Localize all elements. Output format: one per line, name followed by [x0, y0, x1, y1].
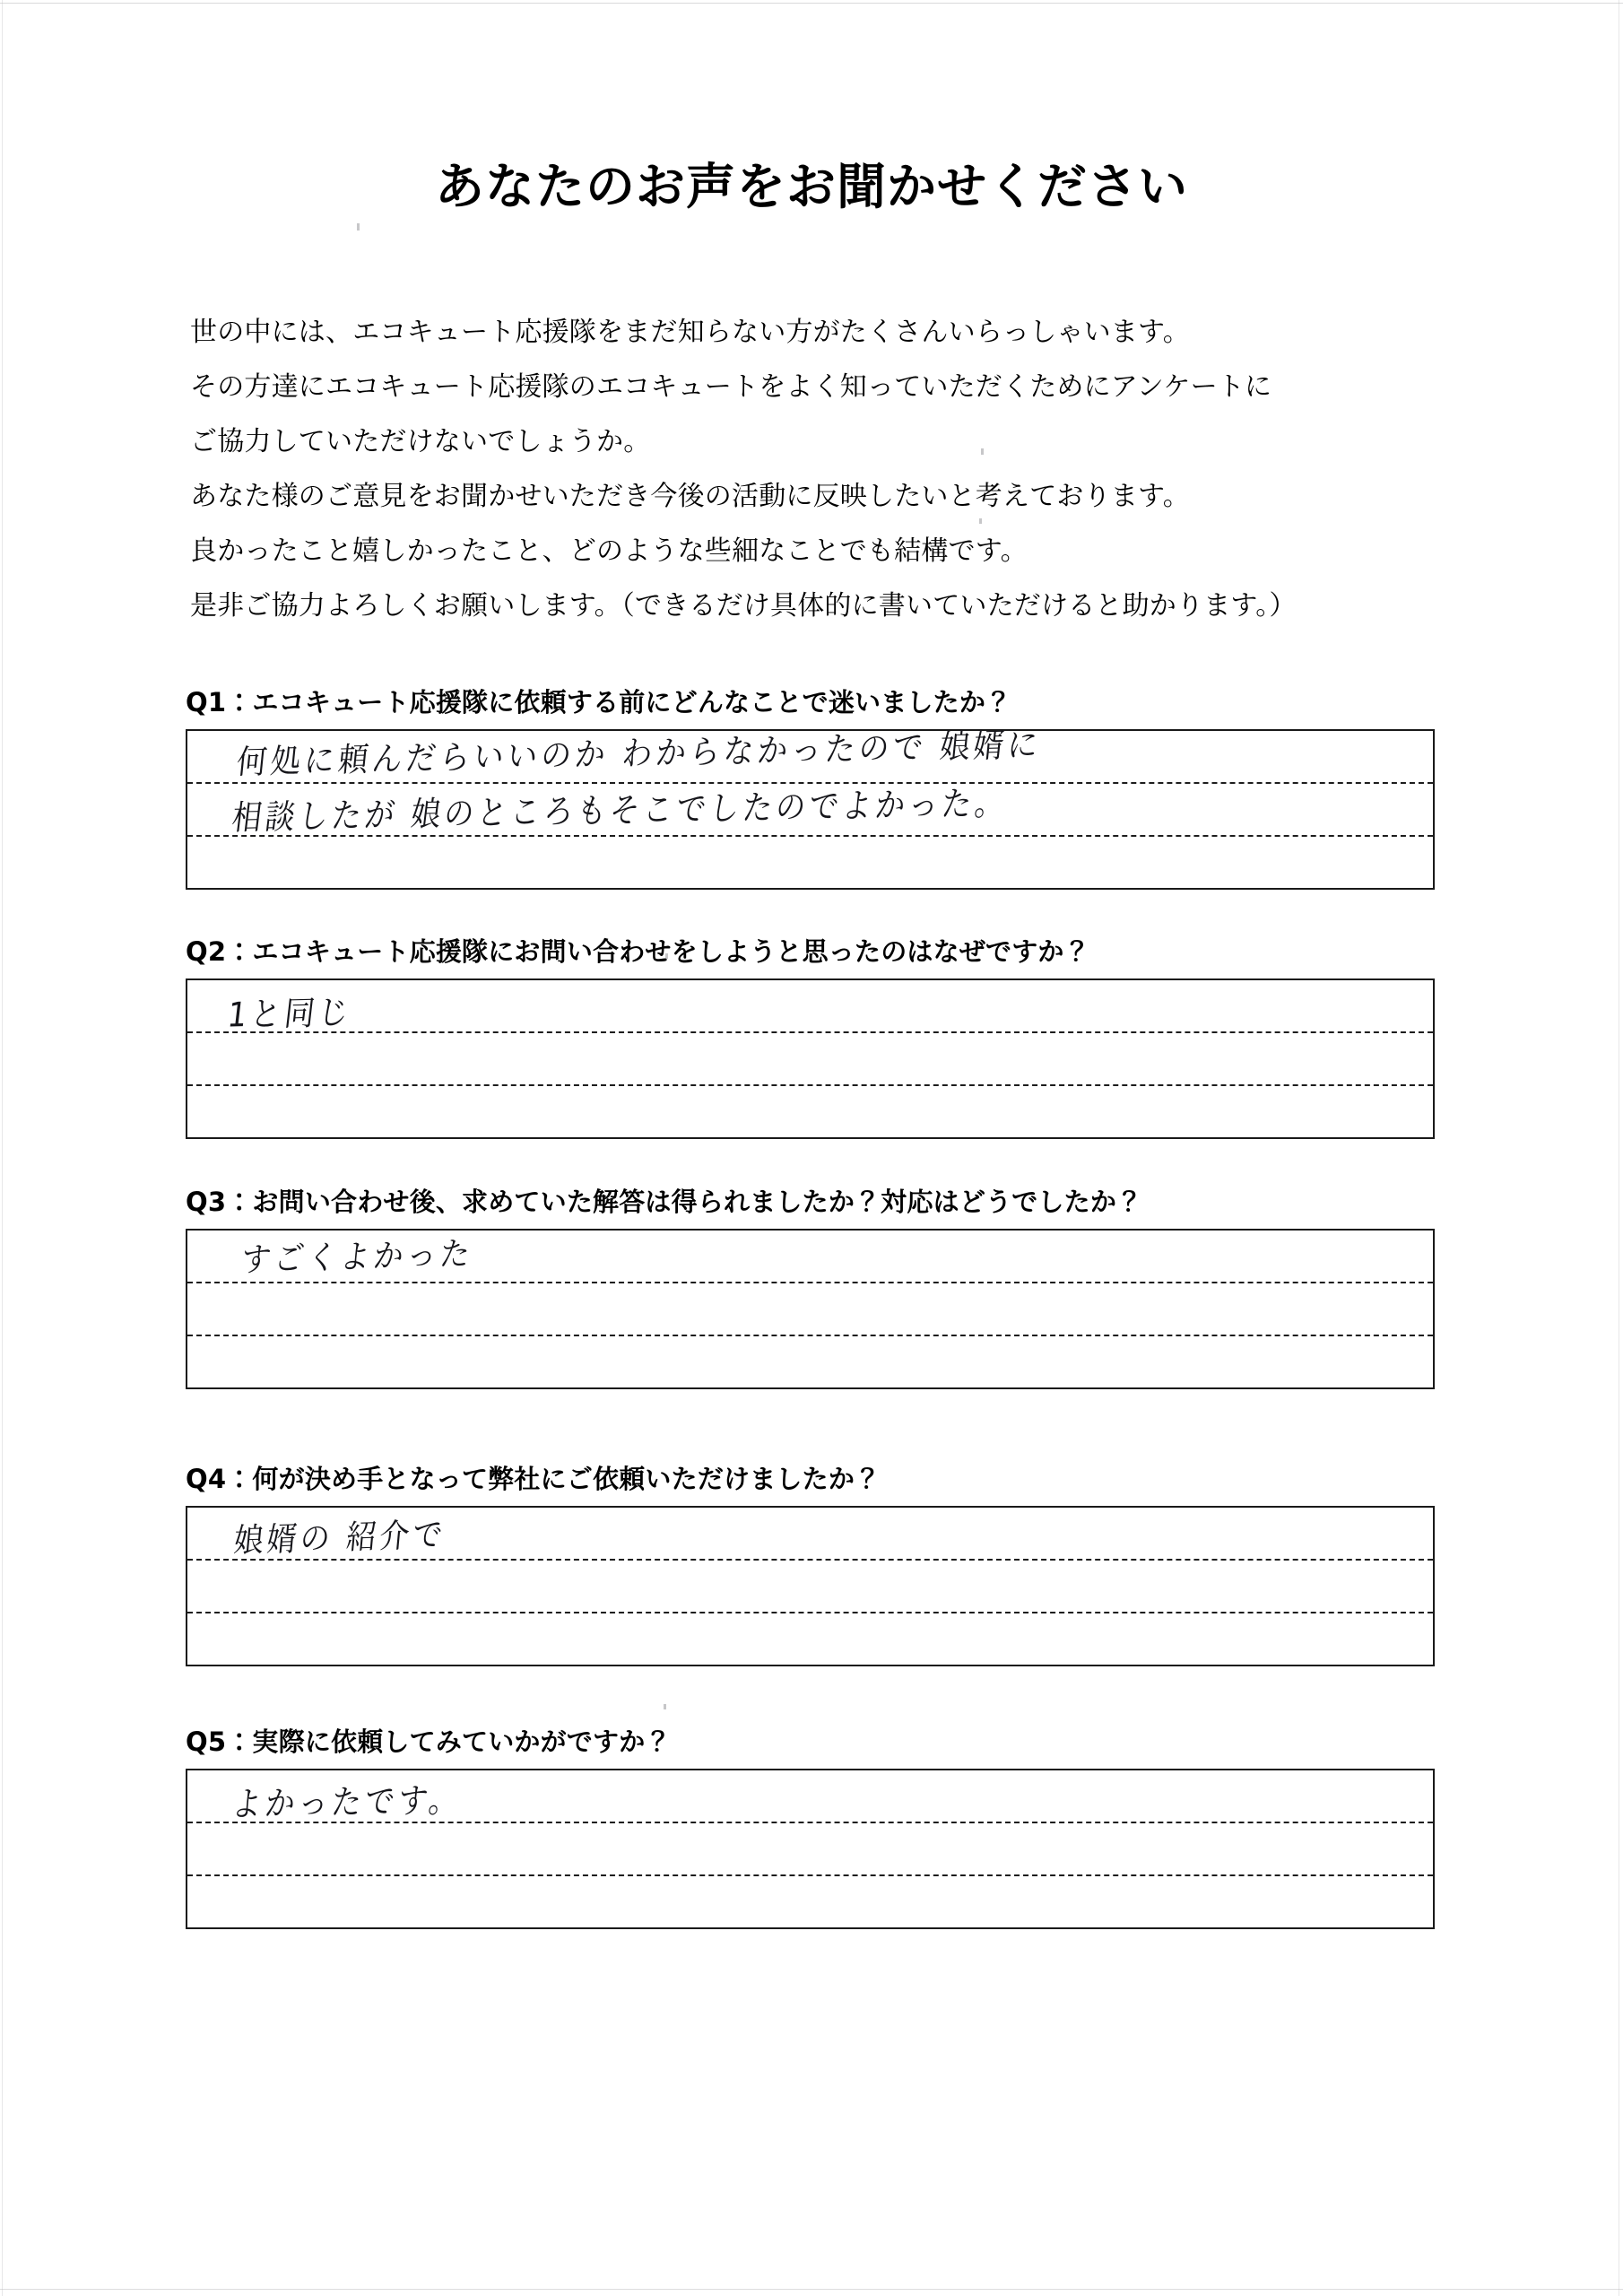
handwritten-answer-line: 相談したが 娘のところもそこでしたのでよかった。 — [230, 782, 1011, 838]
handwritten-answer-line: 娘婿の 紹介で — [231, 1514, 448, 1561]
intro-paragraph — [190, 305, 1472, 633]
question-heading-q5: Q5：実際に依頼してみていかがですか？ — [186, 1726, 672, 1757]
question-heading-q1: Q1：エコキュート応援隊に依頼する前にどんなことで迷いましたか？ — [186, 687, 1012, 718]
answer-row[interactable] — [187, 1231, 1433, 1283]
answer-row[interactable] — [187, 1770, 1433, 1823]
intro-line-3: ご協力していただけないでしょうか。 — [190, 426, 651, 457]
answer-row[interactable] — [187, 1876, 1433, 1929]
answer-row[interactable] — [187, 837, 1433, 890]
question-section-q4 — [186, 1465, 1435, 1666]
handwritten-answer-line: 1と同じ — [225, 991, 355, 1035]
answer-box-q4[interactable] — [186, 1506, 1435, 1666]
scan-edge-top — [0, 3, 1623, 4]
scan-speck — [664, 1704, 666, 1709]
scan-edge-bottom — [0, 2289, 1623, 2290]
intro-line-1: 世の中には、エコキュート応援隊をまだ知らない方がたくさんいらっしゃいます。 — [190, 317, 1190, 348]
answer-row[interactable] — [187, 784, 1433, 837]
question-section-q5 — [186, 1728, 1435, 1929]
question-heading-q3: Q3：お問い合わせ後、求めていた解答は得られましたか？対応はどうでしたか？ — [186, 1187, 1143, 1217]
answer-box-q5[interactable] — [186, 1769, 1435, 1929]
answer-row[interactable] — [187, 1823, 1433, 1876]
question-heading-q2: Q2：エコキュート応援隊にお問い合わせをしようと思ったのはなぜですか？ — [186, 936, 1090, 967]
answer-row[interactable] — [187, 1508, 1433, 1561]
page-title: あなたのお声をお聞かせください — [434, 158, 1188, 215]
answer-row[interactable] — [187, 1336, 1433, 1389]
scan-edge-left — [2, 0, 3, 2296]
answer-row[interactable] — [187, 1283, 1433, 1336]
answer-box-q3[interactable] — [186, 1229, 1435, 1389]
handwritten-answer-line: よかったです。 — [230, 1779, 465, 1824]
intro-line-2: その方達にエコキュート応援隊のエコキュートをよく知っていただくためにアンケートに — [190, 371, 1272, 403]
answer-row[interactable] — [187, 724, 1433, 784]
answer-box-q1[interactable] — [186, 724, 1435, 890]
scan-speck — [357, 223, 360, 230]
intro-line-5: 良かったこと嬉しかったこと、どのような些細なことでも結構です。 — [190, 535, 1028, 567]
answer-row[interactable] — [187, 1613, 1433, 1666]
intro-line-4: あなた様のご意見をお聞かせいただき今後の活動に反映したいと考えております。 — [190, 481, 1190, 512]
handwritten-answer-line: 何処に頼んだらいいのか わからなかったので 娘婿に — [234, 724, 1044, 782]
handwritten-answer-line: すごくよかった — [239, 1233, 476, 1279]
answer-row[interactable] — [187, 1561, 1433, 1613]
answer-row[interactable] — [187, 980, 1433, 1033]
question-section-q3 — [186, 1188, 1435, 1389]
answer-row[interactable] — [187, 1086, 1433, 1139]
question-section-q2 — [186, 938, 1435, 1139]
intro-line-6: 是非ご協力よろしくお願いします。（できるだけ具体的に書いていただけると助かります。） — [190, 590, 1297, 622]
answer-row[interactable] — [187, 1033, 1433, 1086]
question-section-q1 — [186, 689, 1435, 890]
question-heading-q4: Q4：何が決め手となって弊社にご依頼いただけましたか？ — [186, 1464, 881, 1494]
answer-box-q2[interactable] — [186, 978, 1435, 1139]
